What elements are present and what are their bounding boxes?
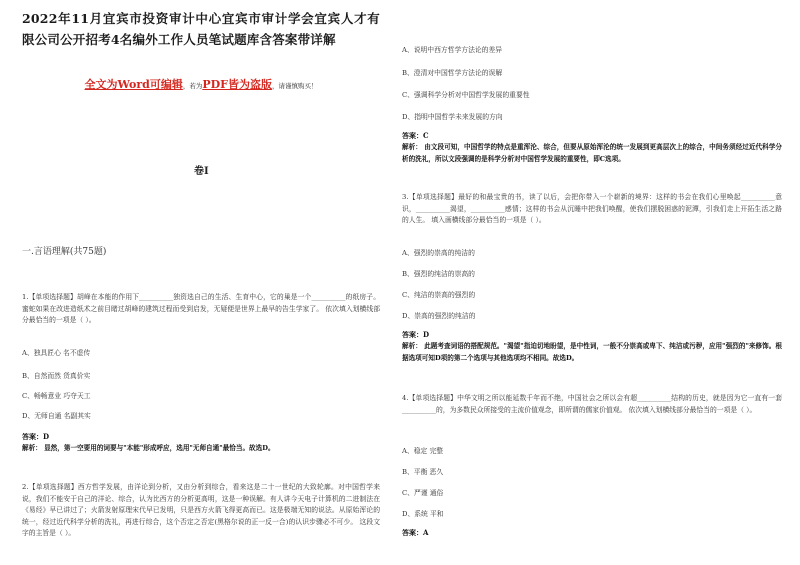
question-2-option-b: B、澄清对中国哲学方法论的误解 [402,69,503,77]
section-title: 一.言语理解(共75题) [22,247,107,257]
question-3-option-c: C、纯洁的崇高的强烈的 [402,291,476,299]
volume-label: 卷I [194,166,209,177]
subtitle-connector: ，若为 [182,82,203,90]
question-1-option-a: A、独具匠心 名不虚传 [22,349,91,357]
question-2-explanation: 解析： 由文段可知，中国哲学的特点是重浑沦、综合，但要从原始浑沦的统一发展到更高层次上的综合，中间务须经过近代科学分析的洗礼，所以文段强调的是科学分析对中国哲学发展的重要性，即C选项。 [402,143,782,163]
question-1-option-b: B、自然而然 货真价实 [22,372,91,380]
question-1-answer: 答案：D [22,432,50,441]
question-2-text: 2.【单项选择题】西方哲学发展，由洋论到分析，又由分析到综合，看来这是二十一世纪的大致轮廓。对中国哲学来说，我们不能安于自己的洋论、综合，认为比西方的分析更高明，这是一种误解。有人讲今天电子计算机的二进制法在《易经》早已讲过了；火箭发射原理宋代早已发明，只是西方火箭飞得更高而已。这是极端无知的说法。从原始浑论的统一，经过近代科学分析的洗礼，再进行综合，这个否定之否定(黑格尔说的正一反一合)的认识步骤必不可少。 这段文字的主旨是（ ）。 [22,483,380,537]
question-2-option-a: A、说明中西方哲学方法论的差异 [402,46,503,54]
question-2-answer: 答案：C [402,131,429,140]
question-1-explanation: 解析： 显然，第一空要用的词要与"本能"形成呼应，选用"无师自通"最恰当。故选D。 [22,444,275,452]
document-subtitle [22,76,380,92]
question-3-option-b: B、强烈的纯洁的崇高的 [402,270,475,278]
question-4-answer: 答案：A [402,528,429,537]
question-1-text: 1.【单项选择题】胡峰在本能的作用下__________独资选自己的生活、生育中心，它的巢是一个__________的纸房子。蜜蛇如果在改进造纸术之前目睹过胡峰的建筑过程而受到启发，无疑便是世界上最早的告生学家了。 依次填入划横线部分最恰当的一项是（ ）。 [22,293,380,324]
question-3-option-d: D、崇高的强烈的纯洁的 [402,312,476,320]
word-editable-notice: 全文为Word可编辑 [84,78,183,91]
question-4-option-b: B、平衡 恶久 [402,468,444,476]
question-1-option-c: C、畅畅意业 巧夺天工 [22,392,91,400]
question-3-explanation: 解析： 此题考查词语的搭配规范。"渴望"指迫切地盼望，是中性词，一般不分崇高或卑下、纯洁或污秽，应用"强烈的"来修饰。根据选项可知D项的第二个选项与其他选项均不相同。故选D。 [402,342,782,362]
question-4-option-a: A、稳定 完整 [402,447,444,455]
subtitle-caution: ，请谨慎购买！ [271,82,318,90]
question-3-option-a: A、强烈的崇高的纯洁的 [402,249,475,257]
question-3-text: 3.【单项选择题】最好的和最宝贵的书，读了以后，会把你带入一个崭新的境界：这样的书会在我们心里唤起__________意识，__________渴望，__________感情；这样的书会从沉睡中把我们唤醒，使我们摆脱困惑的泥潭，引我们走上开拓生活之路的人生。 填入画横线部分最恰当的一项是（ ）。 [402,193,782,224]
question-2-option-c: C、强调科学分析对中国哲学发展的重要性 [402,91,530,99]
document-title: 2022年11月宜宾市投资审计中心宜宾市审计学会宜宾人才有限公司公开招考4名编外工作人员笔试题库含答案带详解 [22,11,380,47]
question-4-option-c: C、严谨 通俗 [402,489,444,497]
question-4-option-d: D、系统 平和 [402,510,444,518]
pdf-piracy-notice: PDF皆为盗版 [202,78,272,91]
question-4-text: 4.【单项选择题】中华文明之所以能延数千年而不绝，中国社会之所以会有超__________结构的历史，就是因为它一直有一套__________的，为多数民众所接受的主流价值观念，即所谓的儒家价值观。 依次填入划横线部分最恰当的一项是（ ）。 [402,394,782,414]
question-1-option-d: D、无师自通 名副其实 [22,412,91,420]
question-2-option-d: D、指明中国哲学未来发展的方向 [402,113,503,121]
question-3-answer: 答案：D [402,330,430,339]
